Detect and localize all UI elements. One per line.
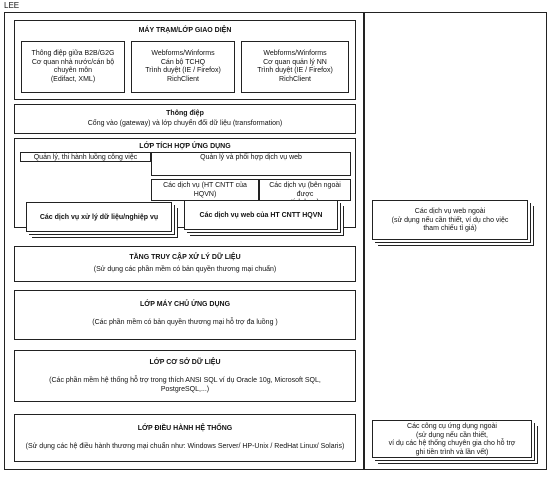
right-frame: [364, 12, 547, 470]
os-desc: (Sử dụng các hệ điều hành thương mại chuẩn như: Windows Server/ HP-Unix / RedHat Linux/ Solaris): [25, 443, 345, 450]
ui-agency-box: [241, 41, 349, 93]
app-server-desc: (Các phần mềm có bản quyền thương mại hỗ trợ đa luồng ): [92, 319, 278, 326]
app-server-title: LỚP MÁY CHỦ ỨNG DỤNG: [139, 301, 231, 308]
ui-officer-box: [131, 41, 235, 93]
external-app-tools-text: Các công cụ ứng dụng ngoài (sử dụng nếu cần thiết, ví dụ các hệ thống chuyên gia cho hỗ trợ ghi tiền trình và lần vết): [388, 423, 516, 456]
ui-b2b-box: [21, 41, 125, 93]
data-access-title: TẦNG TRUY CẬP XỬ LÝ DỮ LIỆU: [129, 254, 241, 261]
integration-title: LỚP TÍCH HỢP ỨNG DỤNG: [139, 143, 231, 150]
os-layer: [14, 414, 356, 462]
message-desc: Cổng vào (gateway) và lớp chuyển đổi dữ liệu (transformation): [87, 120, 283, 127]
data-processing-services: [26, 202, 172, 232]
database-title: LỚP CƠ SỞ DỮ LIỆU: [149, 359, 221, 366]
ui-officer-text: Webforms/Winforms Cán bộ TCHQ Trình duyệt (IE / Firefox) RichClient: [145, 50, 221, 83]
services-hqvn-box: [151, 179, 259, 201]
ui-agency-text: Webforms/Winforms Cơ quan quản lý NN Trình duyệt (IE / Firefox) RichClient: [257, 50, 333, 83]
ui-layer-title: MÁY TRẠM/LỚP GIAO DIỆN: [138, 27, 232, 34]
webservice-mgmt-text: Quản lý và phối hợp dịch vụ web: [200, 154, 302, 161]
ui-layer: [14, 20, 356, 100]
services-external-box: [259, 179, 351, 201]
hqvn-web-services: [184, 200, 338, 230]
services-external-text: Các dịch vụ (bên ngoài được: [269, 182, 341, 198]
message-title: Thông điệp: [166, 110, 204, 117]
database-desc: (Các phần mềm hệ thống hỗ trợ trong thích ANSI SQL ví dụ Oracle 10g, Microsoft SQL, PostgreSQL,...): [49, 377, 321, 393]
services-hqvn-text: Các dịch vụ (HT CNTT của HQVN): [163, 182, 247, 198]
hqvn-web-services-text: Các dịch vụ web của HT CNTT HQVN: [199, 212, 323, 219]
data-processing-text: Các dịch vụ xử lý dữ liệu/nghiệp vụ: [39, 214, 159, 221]
os-title: LỚP ĐIỀU HÀNH HỆ THỐNG: [137, 425, 233, 432]
workflow-box: [20, 152, 151, 162]
external-app-tools: [372, 420, 532, 458]
webservice-mgmt-box: [151, 152, 351, 176]
app-server-layer: [14, 290, 356, 340]
data-access-desc: (Sử dụng các phần mềm có bản quyền thương mại chuẩn): [93, 266, 277, 273]
figure-caption: LEE: [4, 1, 20, 10]
workflow-text: Quản lý, thi hành luồng công việc: [33, 154, 138, 161]
data-access-layer: [14, 246, 356, 282]
database-layer: [14, 350, 356, 402]
message-layer: [14, 104, 356, 134]
external-web-services-text: Các dịch vụ web ngoài (sử dụng nếu cần thiết, ví dụ cho việc tham chiếu tỉ giá): [391, 208, 509, 232]
external-web-services: [372, 200, 528, 240]
ui-b2b-text: Thông điệp giữa B2B/G2G Cơ quan nhà nước/cán bộ chuyên môn (Edifact, XML): [31, 50, 115, 83]
